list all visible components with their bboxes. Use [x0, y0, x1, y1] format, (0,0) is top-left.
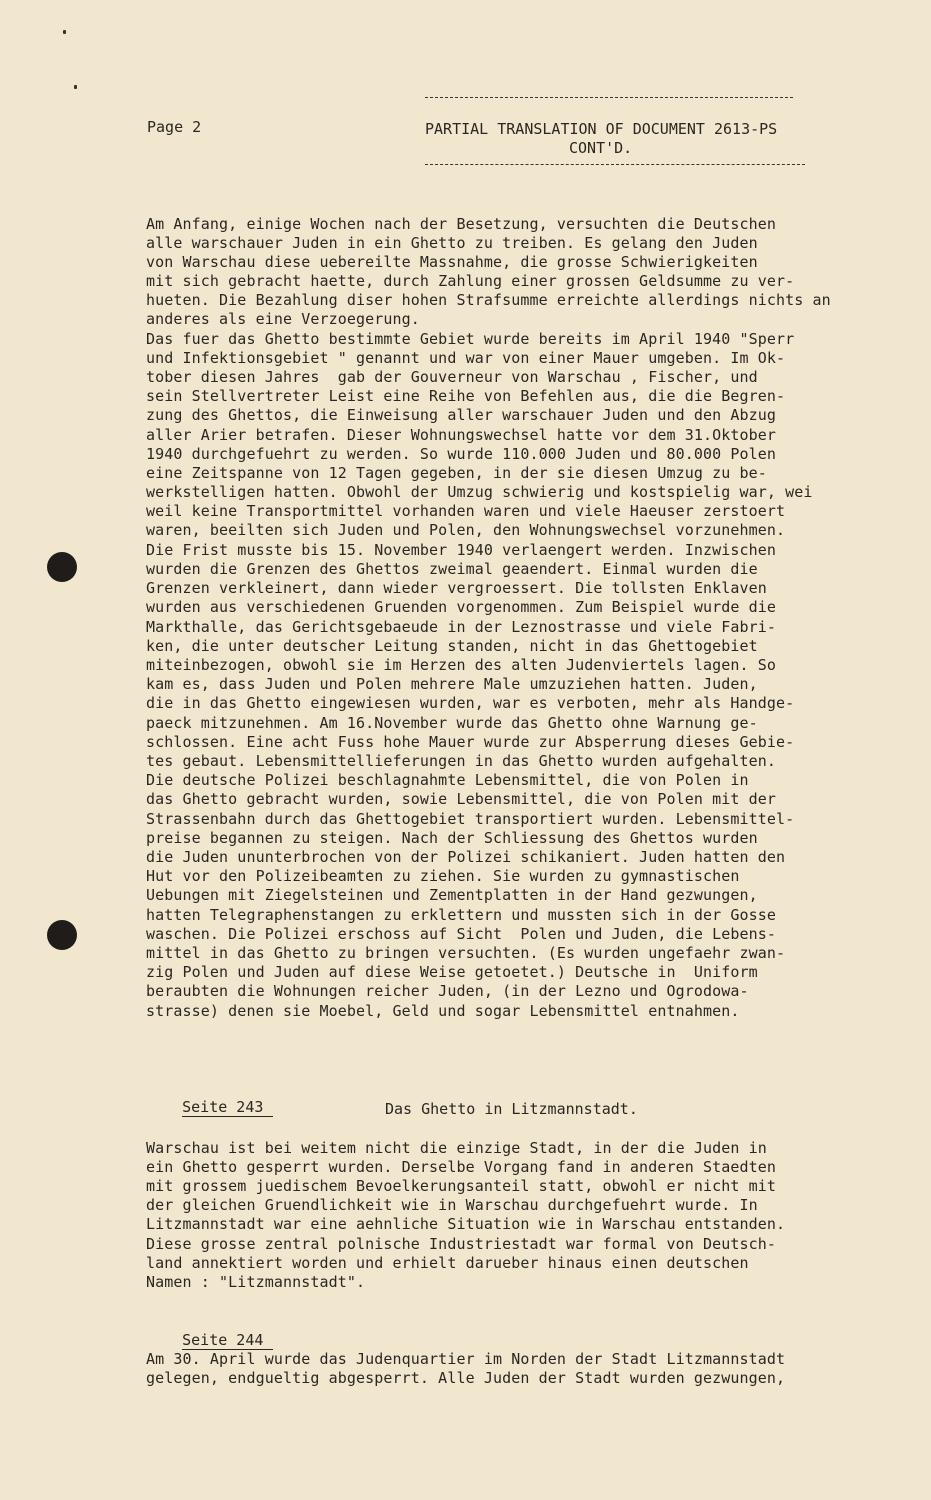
text-line: hueten. Die Bezahlung diser hohen Strafsumme erreichte allerdings nichts an [146, 291, 831, 309]
text-line: und Infektionsgebiet " genannt und war von einer Mauer umgeben. Im Ok- [146, 349, 786, 367]
text-line: hatten Telegraphenstangen zu erklettern und mussten sich in der Gosse [146, 906, 777, 924]
page-label: Page 2 [147, 118, 202, 136]
text-line: der gleichen Gruendlichkeit wie in Warschau durchgefuehrt wurde. In [146, 1196, 758, 1214]
text-line: waschen. Die Polizei erschoss auf Sicht Polen und Juden, die Lebens- [146, 925, 777, 943]
text-line: wurden aus verschiedenen Gruenden vorgenommen. Zum Beispiel wurde die [146, 598, 777, 616]
text-line: Namen : "Litzmannstadt". [146, 1273, 366, 1291]
text-line: weil keine Transportmittel vorhanden waren und viele Haeuser zerstoert [146, 502, 786, 520]
text-line: von Warschau diese uebereilte Massnahme, die grosse Schwierigkeiten [146, 253, 758, 271]
text-line: mit sich gebracht haette, durch Zahlung einer grossen Geldsumme zu ver- [146, 272, 795, 290]
text-line: wurden die Grenzen des Ghettos zweimal geaendert. Einmal wurden die [146, 560, 758, 578]
section-label-243 [146, 1080, 273, 1134]
text-line: die in das Ghetto eingewiesen wurden, war es verboten, mehr als Handge- [146, 694, 795, 712]
text-line: Die Frist musste bis 15. November 1940 verlaengert werden. Inzwischen [146, 541, 777, 559]
text-line: ken, die unter deutscher Leitung standen, nicht in das Ghettogebiet [146, 637, 758, 655]
text-line: Markthalle, das Gerichtsgebaeude in der Leznostrasse und viele Fabri- [146, 618, 777, 636]
text-line: Die deutsche Polizei beschlagnahmte Lebensmittel, die von Polen in [146, 771, 749, 789]
text-line: sein Stellvertreter Leist eine Reihe von Befehlen aus, die die Begren- [146, 387, 786, 405]
text-line: Strassenbahn durch das Ghettogebiet transportiert wurden. Lebensmittel- [146, 810, 795, 828]
text-line: Am 30. April wurde das Judenquartier im Norden der Stadt Litzmannstadt [146, 1350, 786, 1368]
text-line: schlossen. Eine acht Fuss hohe Mauer wurde zur Absperrung dieses Gebie- [146, 733, 795, 751]
text-line: beraubten die Wohnungen reicher Juden, (in der Lezno und Ogrodowa- [146, 982, 749, 1000]
text-line: Warschau ist bei weitem nicht die einzige Stadt, in der die Juden in [146, 1139, 767, 1157]
section-title: Das Ghetto in Litzmannstadt. [385, 1100, 638, 1118]
text-line: aller Arier betrafen. Dieser Wohnungswechsel hatte vor dem 31.Oktober [146, 426, 777, 444]
section-label-text: Seite 244 [182, 1331, 273, 1350]
text-line: eine Zeitspanne von 12 Tagen gegeben, in der sie diesen Umzug zu be- [146, 464, 767, 482]
text-line: Am Anfang, einige Wochen nach der Besetzung, versuchten die Deutschen [146, 215, 777, 233]
text-line: ein Ghetto gesperrt wurden. Derselbe Vorgang fand in anderen Staedten [146, 1158, 777, 1176]
text-line: waren, beeilten sich Juden und Polen, den Wohnungswechsel vorzunehmen. [146, 521, 786, 539]
header-rule-top [425, 97, 793, 98]
text-line: Uebungen mit Ziegelsteinen und Zementplatten in der Hand gezwungen, [146, 886, 758, 904]
text-line: Das fuer das Ghetto bestimmte Gebiet wurde bereits im April 1940 "Sperr [146, 330, 795, 348]
text-line: miteinbezogen, obwohl sie im Herzen des alten Judenviertels lagen. So [146, 656, 777, 674]
document-title-cont: CONT'D. [569, 139, 633, 157]
text-line: zig Polen und Juden auf diese Weise getoetet.) Deutsche in Uniform [146, 963, 758, 981]
text-line: zung des Ghettos, die Einweisung aller warschauer Juden und den Abzug [146, 406, 777, 424]
text-line: werkstelligen hatten. Obwohl der Umzug schwierig und kostspielig war, wei [146, 483, 813, 501]
ink-speck [63, 30, 66, 34]
text-line: die Juden ununterbrochen von der Polizei schikaniert. Juden hatten den [146, 848, 786, 866]
text-line: preise begannen zu steigen. Nach der Schliessung des Ghettos wurden [146, 829, 758, 847]
text-line: mit grossem juedischem Bevoelkerungsanteil statt, obwohl er nicht mit [146, 1177, 777, 1195]
punch-hole [47, 920, 77, 950]
text-line: anderes als eine Verzoegerung. [146, 310, 420, 328]
document-title: PARTIAL TRANSLATION OF DOCUMENT 2613-PS [425, 120, 778, 138]
text-line: land annektiert worden und erhielt darueber hinaus einen deutschen [146, 1254, 749, 1272]
header-rule-bottom [425, 164, 805, 165]
text-line: Litzmannstadt war eine aehnliche Situation wie in Warschau entstanden. [146, 1215, 786, 1233]
punch-hole [47, 552, 77, 582]
text-line: 1940 durchgefuehrt zu werden. So wurde 110.000 Juden und 80.000 Polen [146, 445, 777, 463]
text-line: kam es, dass Juden und Polen mehrere Male umzuziehen hatten. Juden, [146, 675, 758, 693]
section-label-text: Seite 243 [182, 1098, 273, 1117]
ink-speck [74, 85, 77, 89]
text-line: alle warschauer Juden in ein Ghetto zu treiben. Es gelang den Juden [146, 234, 758, 252]
text-line: tober diesen Jahres gab der Gouverneur von Warschau , Fischer, und [146, 368, 758, 386]
text-line: paeck mitzunehmen. Am 16.November wurde das Ghetto ohne Warnung ge- [146, 714, 758, 732]
text-line: das Ghetto gebracht wurden, sowie Lebensmittel, die von Polen mit der [146, 790, 777, 808]
text-line: gelegen, endgueltig abgesperrt. Alle Juden der Stadt wurden gezwungen, [146, 1369, 786, 1387]
text-line: strasse) denen sie Moebel, Geld und sogar Lebensmittel entnahmen. [146, 1002, 740, 1020]
text-line: Diese grosse zentral polnische Industriestadt war formal von Deutsch- [146, 1235, 777, 1253]
text-line: Grenzen verkleinert, dann wieder vergroessert. Die tollsten Enklaven [146, 579, 767, 597]
text-line: mittel in das Ghetto zu bringen versuchten. (Es wurden ungefaehr zwan- [146, 944, 786, 962]
text-line: Hut vor den Polizeibeamten zu ziehen. Sie wurden zu gymnastischen [146, 867, 740, 885]
text-line: tes gebaut. Lebensmittellieferungen in das Ghetto wurden aufgehalten. [146, 752, 777, 770]
